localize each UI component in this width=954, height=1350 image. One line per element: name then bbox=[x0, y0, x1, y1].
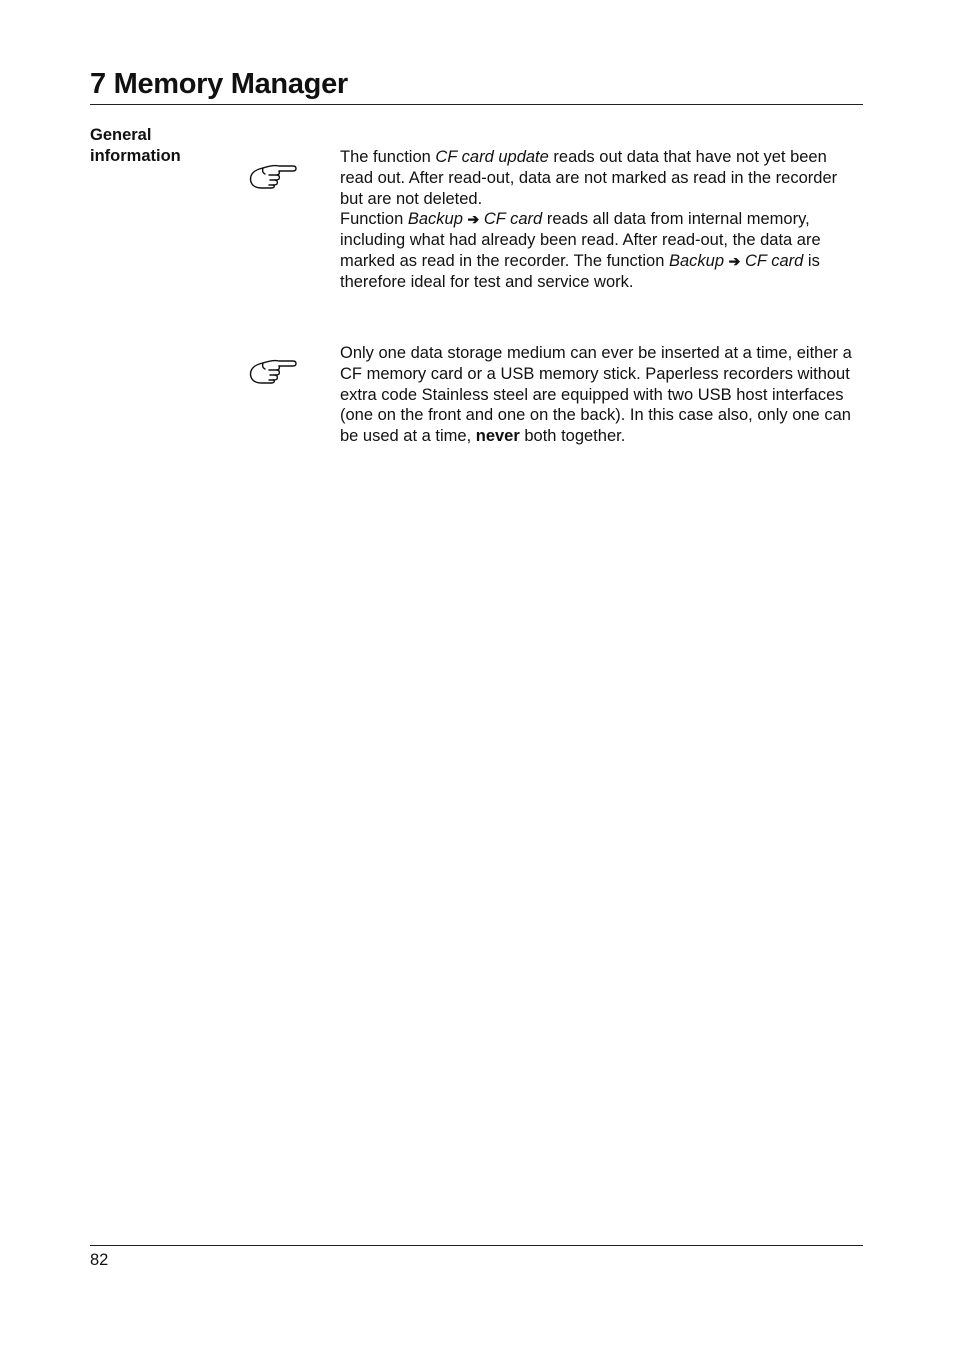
function-name: CF card update bbox=[435, 148, 549, 166]
text-run: Function bbox=[340, 210, 408, 229]
function-name: Backup bbox=[668, 251, 725, 270]
note-paragraph bbox=[340, 147, 864, 209]
pointing-hand-icon bbox=[249, 357, 297, 385]
text-run: is therefore ideal for test and service work. bbox=[340, 251, 820, 291]
arrow-right-icon: ➔ bbox=[728, 252, 741, 269]
page-number: 82 bbox=[90, 1251, 109, 1269]
chapter-title: 7 Memory Manager bbox=[90, 68, 348, 100]
section-heading bbox=[90, 125, 220, 167]
section-heading-line1: General bbox=[90, 126, 152, 144]
text-run: reads out data that have not yet been read out. After read-out, data are not marked as read in the recorder but are not deleted. bbox=[340, 148, 838, 208]
note-paragraph bbox=[340, 343, 864, 447]
header-rule bbox=[90, 104, 863, 105]
text-run: both together. bbox=[519, 427, 626, 446]
note-paragraph bbox=[340, 209, 864, 292]
note-cf-card-update bbox=[340, 147, 864, 293]
text-run: Only one data storage medium can ever be inserted at a time, either a CF memory card or a USB memory stick. Paperless recorders without extra code Stainless steel are equipped with two USB host interfaces (one on the front and one on the back). In this case also, only one can be used at a time, bbox=[340, 344, 852, 446]
section-heading-line2: information bbox=[90, 147, 181, 165]
pointing-hand-icon bbox=[249, 162, 297, 190]
footer-rule bbox=[90, 1245, 863, 1246]
text-run: reads all data from internal memory, including what had already been read. After read-out, the data are marked as read in the recorder. The function bbox=[340, 210, 821, 270]
note-storage-medium bbox=[340, 343, 864, 447]
function-name: CF card bbox=[744, 251, 804, 270]
function-name: CF card bbox=[483, 210, 543, 229]
arrow-right-icon: ➔ bbox=[467, 211, 480, 228]
text-run: The function bbox=[340, 148, 436, 166]
emphasis: never bbox=[475, 427, 520, 446]
function-name: Backup bbox=[407, 210, 463, 229]
